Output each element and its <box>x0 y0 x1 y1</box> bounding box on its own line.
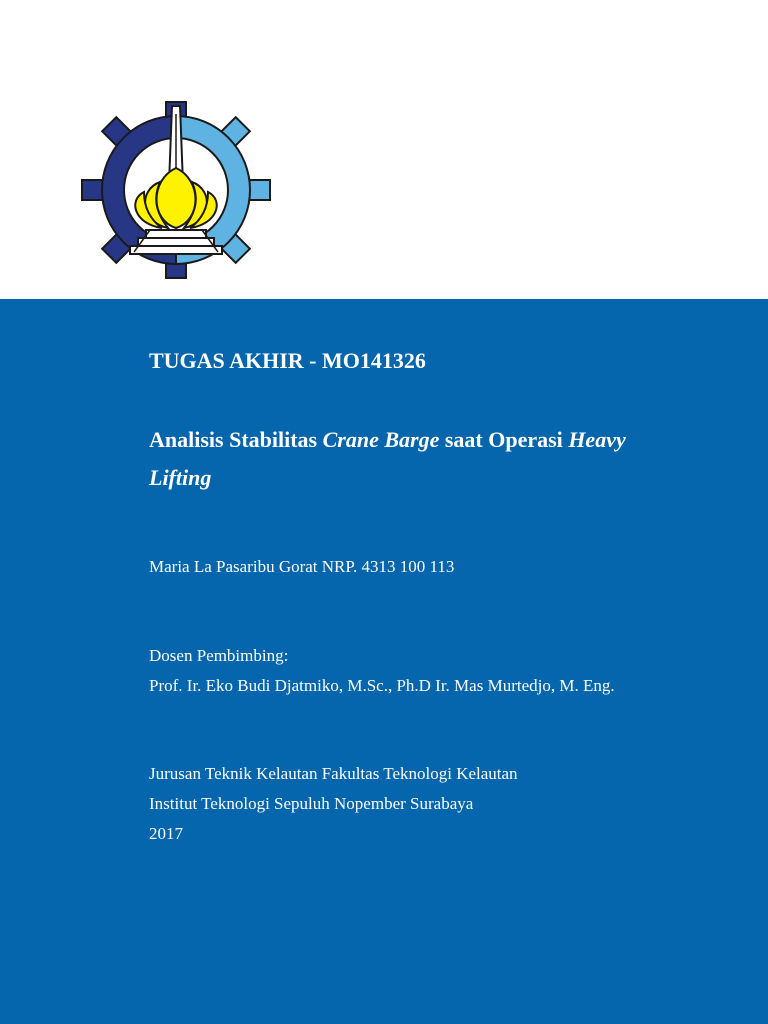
cover-panel <box>0 299 768 1024</box>
title-part-2: Crane Barge <box>322 427 440 452</box>
year-line: 2017 <box>149 824 183 843</box>
supervisor-heading: Dosen Pembimbing: <box>149 646 289 665</box>
department-line: Jurusan Teknik Kelautan Fakultas Teknologi Kelautan <box>149 764 518 783</box>
title-part-3: saat Operasi <box>439 427 569 452</box>
header-area <box>0 0 768 299</box>
title-part-1: Analisis Stabilitas <box>149 427 323 452</box>
supervisor-names: Prof. Ir. Eko Budi Djatmiko, M.Sc., Ph.D Ir. Mas Murtedjo, M. Eng. <box>149 676 615 695</box>
institution-line: Institut Teknologi Sepuluh Nopember Surabaya <box>149 794 474 813</box>
author-line: Maria La Pasaribu Gorat NRP. 4313 100 113 <box>149 557 455 576</box>
title-part-4: Heavy Lifting <box>149 427 626 490</box>
document-code: TUGAS AKHIR - MO141326 <box>149 348 426 373</box>
document-title <box>149 421 669 497</box>
its-logo <box>80 100 272 280</box>
